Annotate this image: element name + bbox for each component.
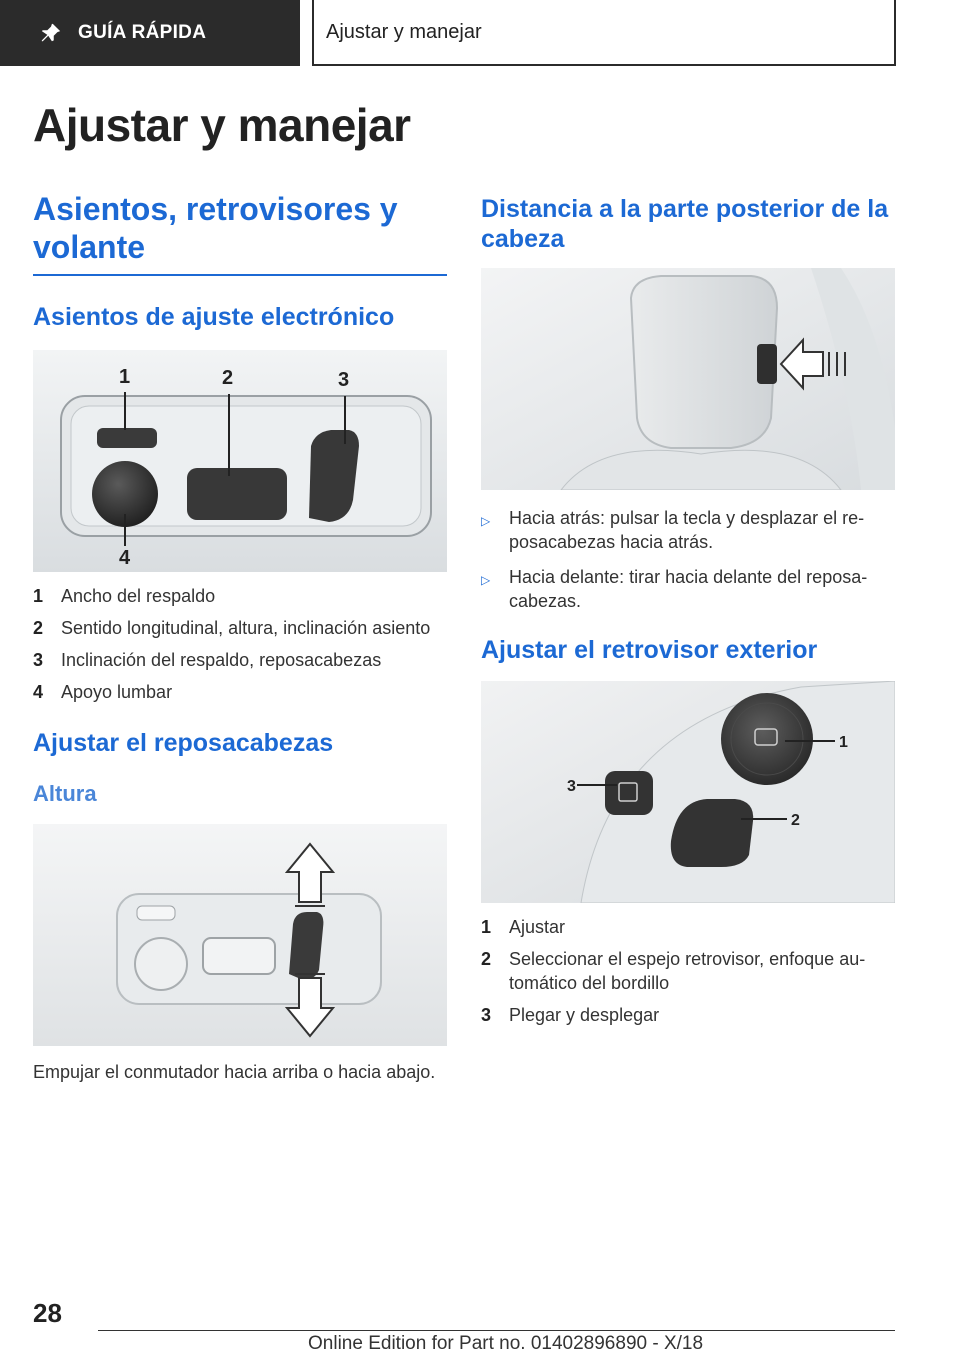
page-number: 28 [33, 1298, 62, 1328]
list-item [33, 616, 447, 640]
edition-text: Online Edition for Part no. 01402896890 - X/18 [308, 1333, 704, 1354]
callout-3: 3 [567, 778, 576, 795]
page-title: Ajustar y manejar [33, 99, 411, 151]
mirror-controls-illustration [481, 681, 895, 903]
seat-controls-figure [33, 350, 447, 572]
mirror-function-list [481, 915, 895, 1027]
list-item [481, 1003, 895, 1027]
distance-instructions [481, 506, 895, 613]
footer-divider [98, 1330, 895, 1331]
left-column [33, 190, 447, 1084]
item-text: Apoyo lumbar [61, 682, 173, 702]
item-text: Sentido longitudinal, altura, inclinación asiento [61, 618, 431, 638]
quick-guide-label: GUÍA RÁPIDA [78, 22, 207, 43]
item-number: 1 [33, 586, 44, 606]
item-text: Seleccionar el espejo retrovisor, enfoque au‐tomático del bordillo [509, 949, 866, 993]
list-item [33, 680, 447, 704]
chapter-title-box [312, 0, 896, 66]
seat-function-list [33, 584, 447, 704]
item-number: 4 [33, 682, 44, 702]
height-subheading: Altura [33, 781, 97, 806]
callout-1: 1 [839, 734, 848, 751]
item-number: 2 [481, 949, 492, 969]
item-text: Hacia atrás: pulsar la tecla y desplazar el re‐posacabezas hacia atrás. [509, 508, 865, 552]
headrest-distance-figure [481, 268, 895, 490]
callout-2: 2 [222, 367, 234, 389]
headrest-height-figure [33, 824, 447, 1046]
item-text: Plegar y desplegar [509, 1005, 660, 1025]
item-text: Ancho del respaldo [61, 586, 216, 606]
list-item [481, 915, 895, 939]
item-text: Ajustar [509, 917, 566, 937]
chapter-title: Ajustar y manejar [326, 20, 482, 43]
callout-3: 3 [338, 369, 350, 391]
triangle-bullet-icon: ▷ [481, 573, 491, 587]
item-text: Inclinación del respaldo, reposacabezas [61, 650, 382, 670]
list-item [481, 506, 895, 554]
list-item [481, 947, 895, 995]
item-number: 1 [481, 917, 492, 937]
seat-controls-illustration [33, 350, 447, 572]
headrest-height-illustration [33, 824, 447, 1046]
item-number: 3 [481, 1005, 492, 1025]
list-item [33, 648, 447, 672]
list-item [481, 565, 895, 613]
quick-guide-tab[interactable] [0, 0, 300, 66]
headrest-caption: Empujar el conmutador hacia arriba o hacia abajo. [33, 1062, 436, 1082]
headrest-heading: Ajustar el reposacabezas [33, 729, 334, 757]
pin-icon [40, 22, 62, 44]
item-number: 2 [33, 618, 44, 638]
callout-2: 2 [791, 812, 800, 829]
mirror-heading: Ajustar el retrovisor exterior [481, 636, 818, 664]
list-item [33, 584, 447, 608]
item-text: Hacia delante: tirar hacia delante del reposa‐cabezas. [509, 567, 868, 611]
mirror-controls-figure [481, 681, 895, 903]
right-column [481, 190, 895, 1035]
electric-seats-heading: Asientos de ajuste electrónico [33, 303, 395, 331]
callout-4: 4 [119, 547, 131, 569]
section-heading: Asientos, retrovisores y volante [33, 190, 447, 276]
triangle-bullet-icon: ▷ [481, 514, 491, 528]
distance-heading: Distancia a la parte posterior de la cabeza [481, 195, 889, 253]
item-number: 3 [33, 650, 44, 670]
callout-1: 1 [119, 366, 131, 388]
headrest-distance-illustration [481, 268, 895, 490]
